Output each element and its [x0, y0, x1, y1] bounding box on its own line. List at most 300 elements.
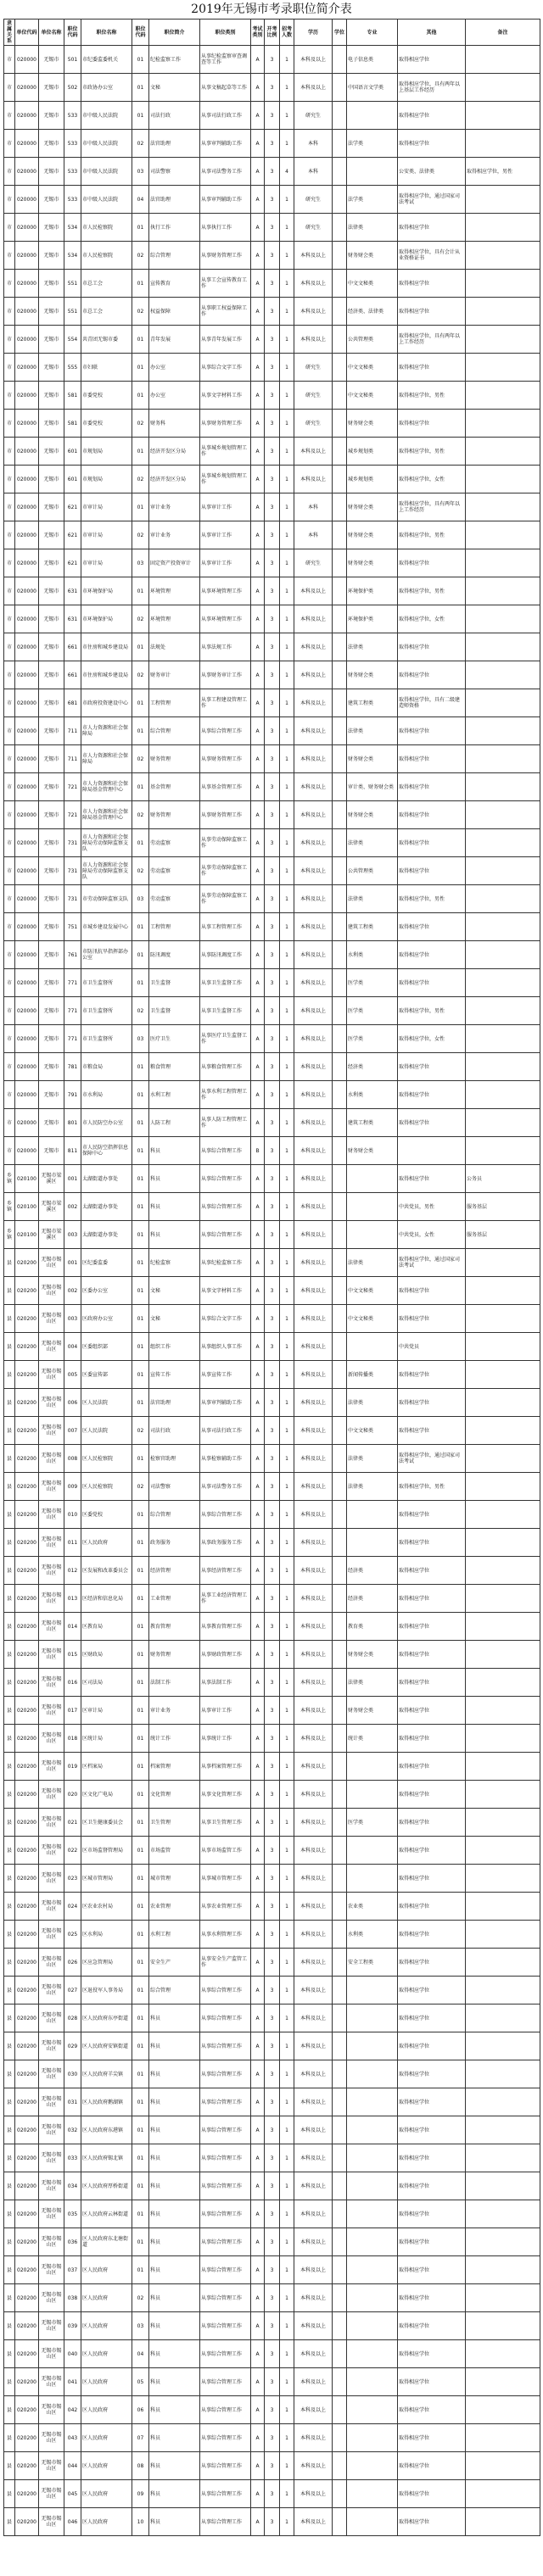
table-cell: 533 — [64, 130, 81, 158]
table-cell: A — [251, 2228, 265, 2256]
table-cell: 无锡市 — [39, 605, 64, 633]
table-cell — [333, 2508, 347, 2536]
table-cell — [466, 1697, 540, 1725]
table-cell — [333, 913, 347, 941]
table-cell: 科员 — [149, 1165, 200, 1193]
table-cell: A — [251, 857, 265, 885]
table-cell: 无锡市 — [39, 829, 64, 857]
table-cell: 无锡市锡山区 — [39, 1837, 64, 1865]
table-cell: 1 — [280, 1025, 294, 1053]
table-cell: 1 — [280, 773, 294, 801]
table-cell: 公共管理类 — [347, 326, 398, 354]
column-header: 职位代码 — [64, 20, 81, 46]
table-cell: 681 — [64, 689, 81, 717]
table-row — [4, 1445, 540, 1473]
table-cell: 05 — [132, 2368, 149, 2396]
table-cell: 020000 — [15, 549, 39, 577]
table-cell: 取得相应学位，具有二级建造师资格 — [398, 689, 466, 717]
table-cell: 取得相应学位 — [398, 1557, 466, 1585]
table-cell: 区人民政府鹅湖镇 — [81, 2088, 132, 2116]
table-cell: 1 — [280, 521, 294, 549]
table-cell: 科员 — [149, 2284, 200, 2312]
table-cell: 3 — [265, 102, 280, 130]
table-cell — [347, 1837, 398, 1865]
table-cell: 无锡市 — [39, 661, 64, 689]
table-cell: 公共管理类 — [347, 857, 398, 885]
table-cell: 020000 — [15, 633, 39, 661]
table-cell: 01 — [132, 2032, 149, 2060]
table-cell: 财务管理 — [149, 1641, 200, 1669]
table-cell: 1 — [280, 1305, 294, 1333]
table-row — [4, 857, 540, 885]
table-cell: 03 — [132, 2312, 149, 2340]
table-cell: 020200 — [15, 2312, 39, 2340]
table-cell: 010 — [64, 1501, 81, 1529]
table-cell: 3 — [265, 1361, 280, 1389]
table-cell: 011 — [64, 1529, 81, 1557]
table-cell: 026 — [64, 1949, 81, 1977]
table-cell: 取得相应学位 — [398, 2424, 466, 2452]
table-cell: 县 — [4, 1389, 15, 1417]
table-cell: 本科及以上 — [294, 74, 333, 102]
table-cell: 财务管理 — [149, 745, 200, 773]
table-cell: 市人力资源和社会保障局 — [81, 717, 132, 745]
table-cell: 工程管理 — [149, 689, 200, 717]
table-cell: 区人民政府 — [81, 2508, 132, 2536]
table-cell: 037 — [64, 2256, 81, 2284]
table-cell: A — [251, 2060, 265, 2088]
table-cell: 07 — [132, 2424, 149, 2452]
table-cell: 本科及以上 — [294, 1473, 333, 1501]
table-cell: 020000 — [15, 158, 39, 186]
table-cell: 01 — [132, 1585, 149, 1613]
table-cell: 无锡市锡山区 — [39, 1977, 64, 2004]
table-cell: 025 — [64, 1921, 81, 1949]
table-cell: 本科及以上 — [294, 969, 333, 997]
table-cell: A — [251, 689, 265, 717]
table-cell: 1 — [280, 2480, 294, 2508]
column-header: 招考人数 — [280, 20, 294, 46]
table-cell: 无锡市 — [39, 438, 64, 466]
table-cell: 无锡市 — [39, 242, 64, 270]
table-cell: 027 — [64, 1977, 81, 2004]
table-cell: 法律类 — [347, 1389, 398, 1417]
table-cell: 无锡市锡山区 — [39, 2032, 64, 2060]
table-cell: 从事财务管理工作 — [200, 410, 251, 438]
table-cell: 取得相应学位 — [398, 1081, 466, 1109]
table-cell — [347, 1193, 398, 1221]
table-cell — [347, 1221, 398, 1249]
table-cell: 审计业务 — [149, 493, 200, 521]
table-cell — [333, 493, 347, 521]
table-cell: 市粮食局 — [81, 1053, 132, 1081]
table-cell: 03 — [132, 549, 149, 577]
table-cell: 020000 — [15, 326, 39, 354]
table-cell: 取得相应学位，男性 — [398, 521, 466, 549]
table-cell: 020000 — [15, 493, 39, 521]
table-cell — [466, 214, 540, 242]
table-cell: 中共党员，女性 — [398, 1221, 466, 1249]
table-cell: 01 — [132, 1529, 149, 1557]
table-cell: 004 — [64, 1333, 81, 1361]
table-cell — [333, 801, 347, 829]
table-cell — [333, 1585, 347, 1613]
table-cell: 取得相应学位，通过国家司法考试 — [398, 186, 466, 214]
table-cell: 04 — [132, 2340, 149, 2368]
table-cell: 无锡市锡山区 — [39, 1361, 64, 1389]
table-cell — [347, 2032, 398, 2060]
table-cell: 取得相应学位 — [398, 1305, 466, 1333]
table-cell: 县 — [4, 2312, 15, 2340]
table-cell: 从事审计工作 — [200, 521, 251, 549]
table-cell: 医学类 — [347, 997, 398, 1025]
table-cell: 县 — [4, 2144, 15, 2172]
table-cell — [347, 1781, 398, 1809]
table-row — [4, 605, 540, 633]
table-cell: A — [251, 577, 265, 605]
table-cell — [466, 1865, 540, 1893]
table-cell: 3 — [265, 1949, 280, 1977]
table-cell: 区经济和信息化局 — [81, 1585, 132, 1613]
table-cell: 04 — [132, 186, 149, 214]
table-cell: 取得相应学位 — [398, 1641, 466, 1669]
table-cell: 01 — [132, 2060, 149, 2088]
table-cell: 020000 — [15, 214, 39, 242]
table-cell: 县 — [4, 1361, 15, 1389]
table-cell: 无锡市 — [39, 633, 64, 661]
table-row — [4, 2340, 540, 2368]
table-cell: 审计业务 — [149, 521, 200, 549]
table-cell: 太湖街道办事处 — [81, 1165, 132, 1193]
table-row — [4, 410, 540, 438]
table-cell: 研究生 — [294, 102, 333, 130]
table-cell: 3 — [265, 1893, 280, 1921]
table-cell: 建筑工程类 — [347, 1109, 398, 1137]
table-cell: 811 — [64, 1137, 81, 1165]
table-cell: 取得相应学位 — [398, 2004, 466, 2032]
table-cell: 新闻传播类 — [347, 1361, 398, 1389]
table-cell: A — [251, 1753, 265, 1781]
table-cell — [333, 1473, 347, 1501]
table-cell: 018 — [64, 1725, 81, 1753]
table-cell: 本科及以上 — [294, 1837, 333, 1865]
table-row — [4, 2396, 540, 2424]
table-cell: 1 — [280, 549, 294, 577]
table-row — [4, 2480, 540, 2508]
table-cell: 1 — [280, 382, 294, 410]
table-cell: 771 — [64, 969, 81, 997]
table-cell: 3 — [265, 2256, 280, 2284]
table-cell: 市中级人民法院 — [81, 102, 132, 130]
table-cell: 市 — [4, 158, 15, 186]
table-row — [4, 493, 540, 521]
table-cell: 服务基层 — [466, 1193, 540, 1221]
table-cell: 区人民政府东亭街道 — [81, 2004, 132, 2032]
table-cell: 宣传教育 — [149, 270, 200, 298]
table-cell: 取得相应学位 — [398, 969, 466, 997]
table-cell: 从事综合管理工作 — [200, 1977, 251, 2004]
table-cell: 县 — [4, 2424, 15, 2452]
table-cell: 3 — [265, 885, 280, 913]
table-cell: 3 — [265, 2368, 280, 2396]
table-cell: 本科及以上 — [294, 1949, 333, 1977]
table-cell: 市中级人民法院 — [81, 130, 132, 158]
table-row — [4, 438, 540, 466]
table-cell: 本科及以上 — [294, 1249, 333, 1277]
table-cell — [466, 1445, 540, 1473]
table-cell — [466, 857, 540, 885]
table-cell — [333, 1669, 347, 1697]
table-cell: 县 — [4, 1977, 15, 2004]
table-cell: 市卫生监督所 — [81, 1025, 132, 1053]
table-row — [4, 1305, 540, 1333]
table-cell — [333, 689, 347, 717]
table-row — [4, 717, 540, 745]
table-cell: 本科及以上 — [294, 1333, 333, 1361]
table-cell: 039 — [64, 2312, 81, 2340]
table-cell: 纪检监察 — [149, 1249, 200, 1277]
table-cell — [347, 2424, 398, 2452]
table-cell: 县 — [4, 1277, 15, 1305]
table-cell: 3 — [265, 2340, 280, 2368]
table-cell: 038 — [64, 2284, 81, 2312]
table-cell — [347, 1753, 398, 1781]
table-cell: 中文文秘类 — [347, 382, 398, 410]
table-cell — [466, 913, 540, 941]
table-row — [4, 1529, 540, 1557]
table-cell: 无锡市 — [39, 354, 64, 382]
table-cell: 无锡市 — [39, 689, 64, 717]
table-cell: 从事环境管理工作 — [200, 577, 251, 605]
table-cell: 市水利局 — [81, 1081, 132, 1109]
table-cell — [333, 2424, 347, 2452]
table-cell: 统计工作 — [149, 1725, 200, 1753]
table-cell: 无锡市 — [39, 298, 64, 326]
table-cell: 1 — [280, 2088, 294, 2116]
table-cell: 市 — [4, 885, 15, 913]
table-cell: 科员 — [149, 2200, 200, 2228]
table-cell: 无锡市锡山区 — [39, 1473, 64, 1501]
table-cell: 取得相应学位 — [398, 1277, 466, 1305]
table-cell: 711 — [64, 717, 81, 745]
table-row — [4, 801, 540, 829]
table-cell: 020000 — [15, 354, 39, 382]
table-cell: 020000 — [15, 745, 39, 773]
table-row — [4, 1865, 540, 1893]
table-cell — [333, 1081, 347, 1109]
table-cell: 020200 — [15, 1865, 39, 1893]
table-cell: 1 — [280, 410, 294, 438]
table-cell: 县 — [4, 1697, 15, 1725]
table-cell: 020000 — [15, 829, 39, 857]
table-cell — [333, 521, 347, 549]
table-cell: 区市场监督管理局 — [81, 1837, 132, 1865]
table-cell: 市 — [4, 941, 15, 969]
table-cell: 本科及以上 — [294, 2284, 333, 2312]
table-cell: 1 — [280, 717, 294, 745]
table-cell: 无锡市锡山区 — [39, 2424, 64, 2452]
table-cell — [466, 941, 540, 969]
table-cell: 中国语言文学类 — [347, 74, 398, 102]
column-header: 职位类别 — [200, 20, 251, 46]
table-cell: 3 — [265, 410, 280, 438]
table-cell: A — [251, 1529, 265, 1557]
table-cell — [333, 1725, 347, 1753]
table-cell: 本科及以上 — [294, 1109, 333, 1137]
table-cell — [466, 1277, 540, 1305]
table-cell: 020000 — [15, 1025, 39, 1053]
table-cell: 040 — [64, 2340, 81, 2368]
table-cell: A — [251, 1417, 265, 1445]
table-cell: 1 — [280, 577, 294, 605]
table-cell — [333, 1753, 347, 1781]
table-cell — [466, 745, 540, 773]
table-cell: 从事财政管理工作 — [200, 1641, 251, 1669]
table-cell: 无锡市锡山区 — [39, 1417, 64, 1445]
table-cell — [466, 1025, 540, 1053]
table-cell — [333, 1221, 347, 1249]
table-cell: 取得相应学位 — [398, 829, 466, 857]
table-cell: 劳动监察 — [149, 857, 200, 885]
table-cell: A — [251, 661, 265, 689]
column-header: 专业 — [347, 20, 398, 46]
table-row — [4, 130, 540, 158]
table-cell: 020000 — [15, 577, 39, 605]
table-cell — [333, 1809, 347, 1837]
table-cell — [347, 1977, 398, 2004]
table-cell: 01 — [132, 577, 149, 605]
table-row — [4, 1193, 540, 1221]
table-cell: 从事工程建设管理工作 — [200, 689, 251, 717]
table-row — [4, 1725, 540, 1753]
table-cell: A — [251, 1165, 265, 1193]
table-cell: A — [251, 2088, 265, 2116]
table-cell: 无锡市锡山区 — [39, 1781, 64, 1809]
table-row — [4, 689, 540, 717]
table-cell: 城乡规划类 — [347, 438, 398, 466]
table-cell: 01 — [132, 1781, 149, 1809]
table-cell: 3 — [265, 298, 280, 326]
table-cell: 法律类 — [347, 1473, 398, 1501]
table-cell: 区人民政府 — [81, 2480, 132, 2508]
table-cell: 取得相应学位 — [398, 2032, 466, 2060]
table-cell: 从事卫生管理工作 — [200, 1809, 251, 1837]
table-cell — [333, 941, 347, 969]
table-cell: 02 — [132, 1473, 149, 1501]
column-header: 备注 — [466, 20, 540, 46]
table-cell: 无锡市 — [39, 1109, 64, 1137]
table-cell: 020000 — [15, 857, 39, 885]
table-cell — [333, 1445, 347, 1473]
table-cell: 020200 — [15, 2144, 39, 2172]
table-cell: 1 — [280, 1081, 294, 1109]
table-cell: 3 — [265, 1585, 280, 1613]
table-cell: 市 — [4, 913, 15, 941]
table-cell: 从事综合管理工作 — [200, 2060, 251, 2088]
table-cell: 水利工程 — [149, 1081, 200, 1109]
table-cell: 法律类 — [347, 717, 398, 745]
table-cell: 安全生产 — [149, 1949, 200, 1977]
table-cell: 551 — [64, 270, 81, 298]
table-cell — [347, 1865, 398, 1893]
table-cell: 本科及以上 — [294, 1697, 333, 1725]
table-cell: 取得相应学位 — [398, 130, 466, 158]
table-cell: 3 — [265, 1921, 280, 1949]
table-cell: 建筑工程类 — [347, 689, 398, 717]
table-cell: 文秘 — [149, 74, 200, 102]
table-row — [4, 1949, 540, 1977]
table-cell: A — [251, 605, 265, 633]
table-cell: 市 — [4, 1053, 15, 1081]
table-cell: 无锡市梁溪区 — [39, 1165, 64, 1193]
table-cell: 本科及以上 — [294, 2312, 333, 2340]
table-cell: 法律类 — [347, 1669, 398, 1697]
table-cell: 020000 — [15, 466, 39, 493]
table-cell — [466, 2004, 540, 2032]
table-cell: 3 — [265, 2116, 280, 2144]
table-row — [4, 1221, 540, 1249]
table-cell: 科员 — [149, 2004, 200, 2032]
table-cell: A — [251, 633, 265, 661]
table-cell: 取得相应学位，通过国家司法考试 — [398, 1249, 466, 1277]
table-cell: 区人民政府锡北镇 — [81, 2144, 132, 2172]
table-cell: A — [251, 885, 265, 913]
table-cell: 县 — [4, 2368, 15, 2396]
table-cell: 581 — [64, 382, 81, 410]
table-cell: 区水利局 — [81, 1921, 132, 1949]
table-cell — [333, 1893, 347, 1921]
table-cell: 1 — [280, 326, 294, 354]
table-cell — [347, 102, 398, 130]
table-cell: 取得相应学位，男性 — [398, 382, 466, 410]
table-cell — [466, 410, 540, 438]
table-cell: A — [251, 2284, 265, 2312]
table-cell — [466, 885, 540, 913]
table-cell: 1 — [280, 969, 294, 997]
table-cell: 无锡市 — [39, 214, 64, 242]
table-row — [4, 1137, 540, 1165]
table-cell — [333, 1025, 347, 1053]
table-cell: 市 — [4, 521, 15, 549]
table-cell: 本科及以上 — [294, 829, 333, 857]
table-cell: 020000 — [15, 717, 39, 745]
table-cell: 本科及以上 — [294, 1893, 333, 1921]
table-cell: 县 — [4, 1249, 15, 1277]
table-cell: 1 — [280, 242, 294, 270]
table-cell: 10 — [132, 2508, 149, 2536]
table-cell: 财务财会类 — [347, 661, 398, 689]
table-cell — [333, 466, 347, 493]
table-cell: 从事劳动保障监察工作 — [200, 829, 251, 857]
table-cell: 区人民法院 — [81, 1417, 132, 1445]
table-cell: 533 — [64, 186, 81, 214]
table-cell: 科员 — [149, 2424, 200, 2452]
table-cell: 取得相应学位 — [398, 270, 466, 298]
table-cell: 3 — [265, 2032, 280, 2060]
table-cell: 022 — [64, 1837, 81, 1865]
table-cell — [347, 2480, 398, 2508]
table-cell — [333, 1389, 347, 1417]
table-cell: 本科及以上 — [294, 298, 333, 326]
table-cell: 3 — [265, 2004, 280, 2032]
table-cell: 033 — [64, 2144, 81, 2172]
table-cell: 政务服务 — [149, 1529, 200, 1557]
table-cell: 市妇联 — [81, 354, 132, 382]
table-row — [4, 2144, 540, 2172]
table-cell: 县 — [4, 1305, 15, 1333]
table-cell: 无锡市锡山区 — [39, 2060, 64, 2088]
table-cell: 1 — [280, 2284, 294, 2312]
